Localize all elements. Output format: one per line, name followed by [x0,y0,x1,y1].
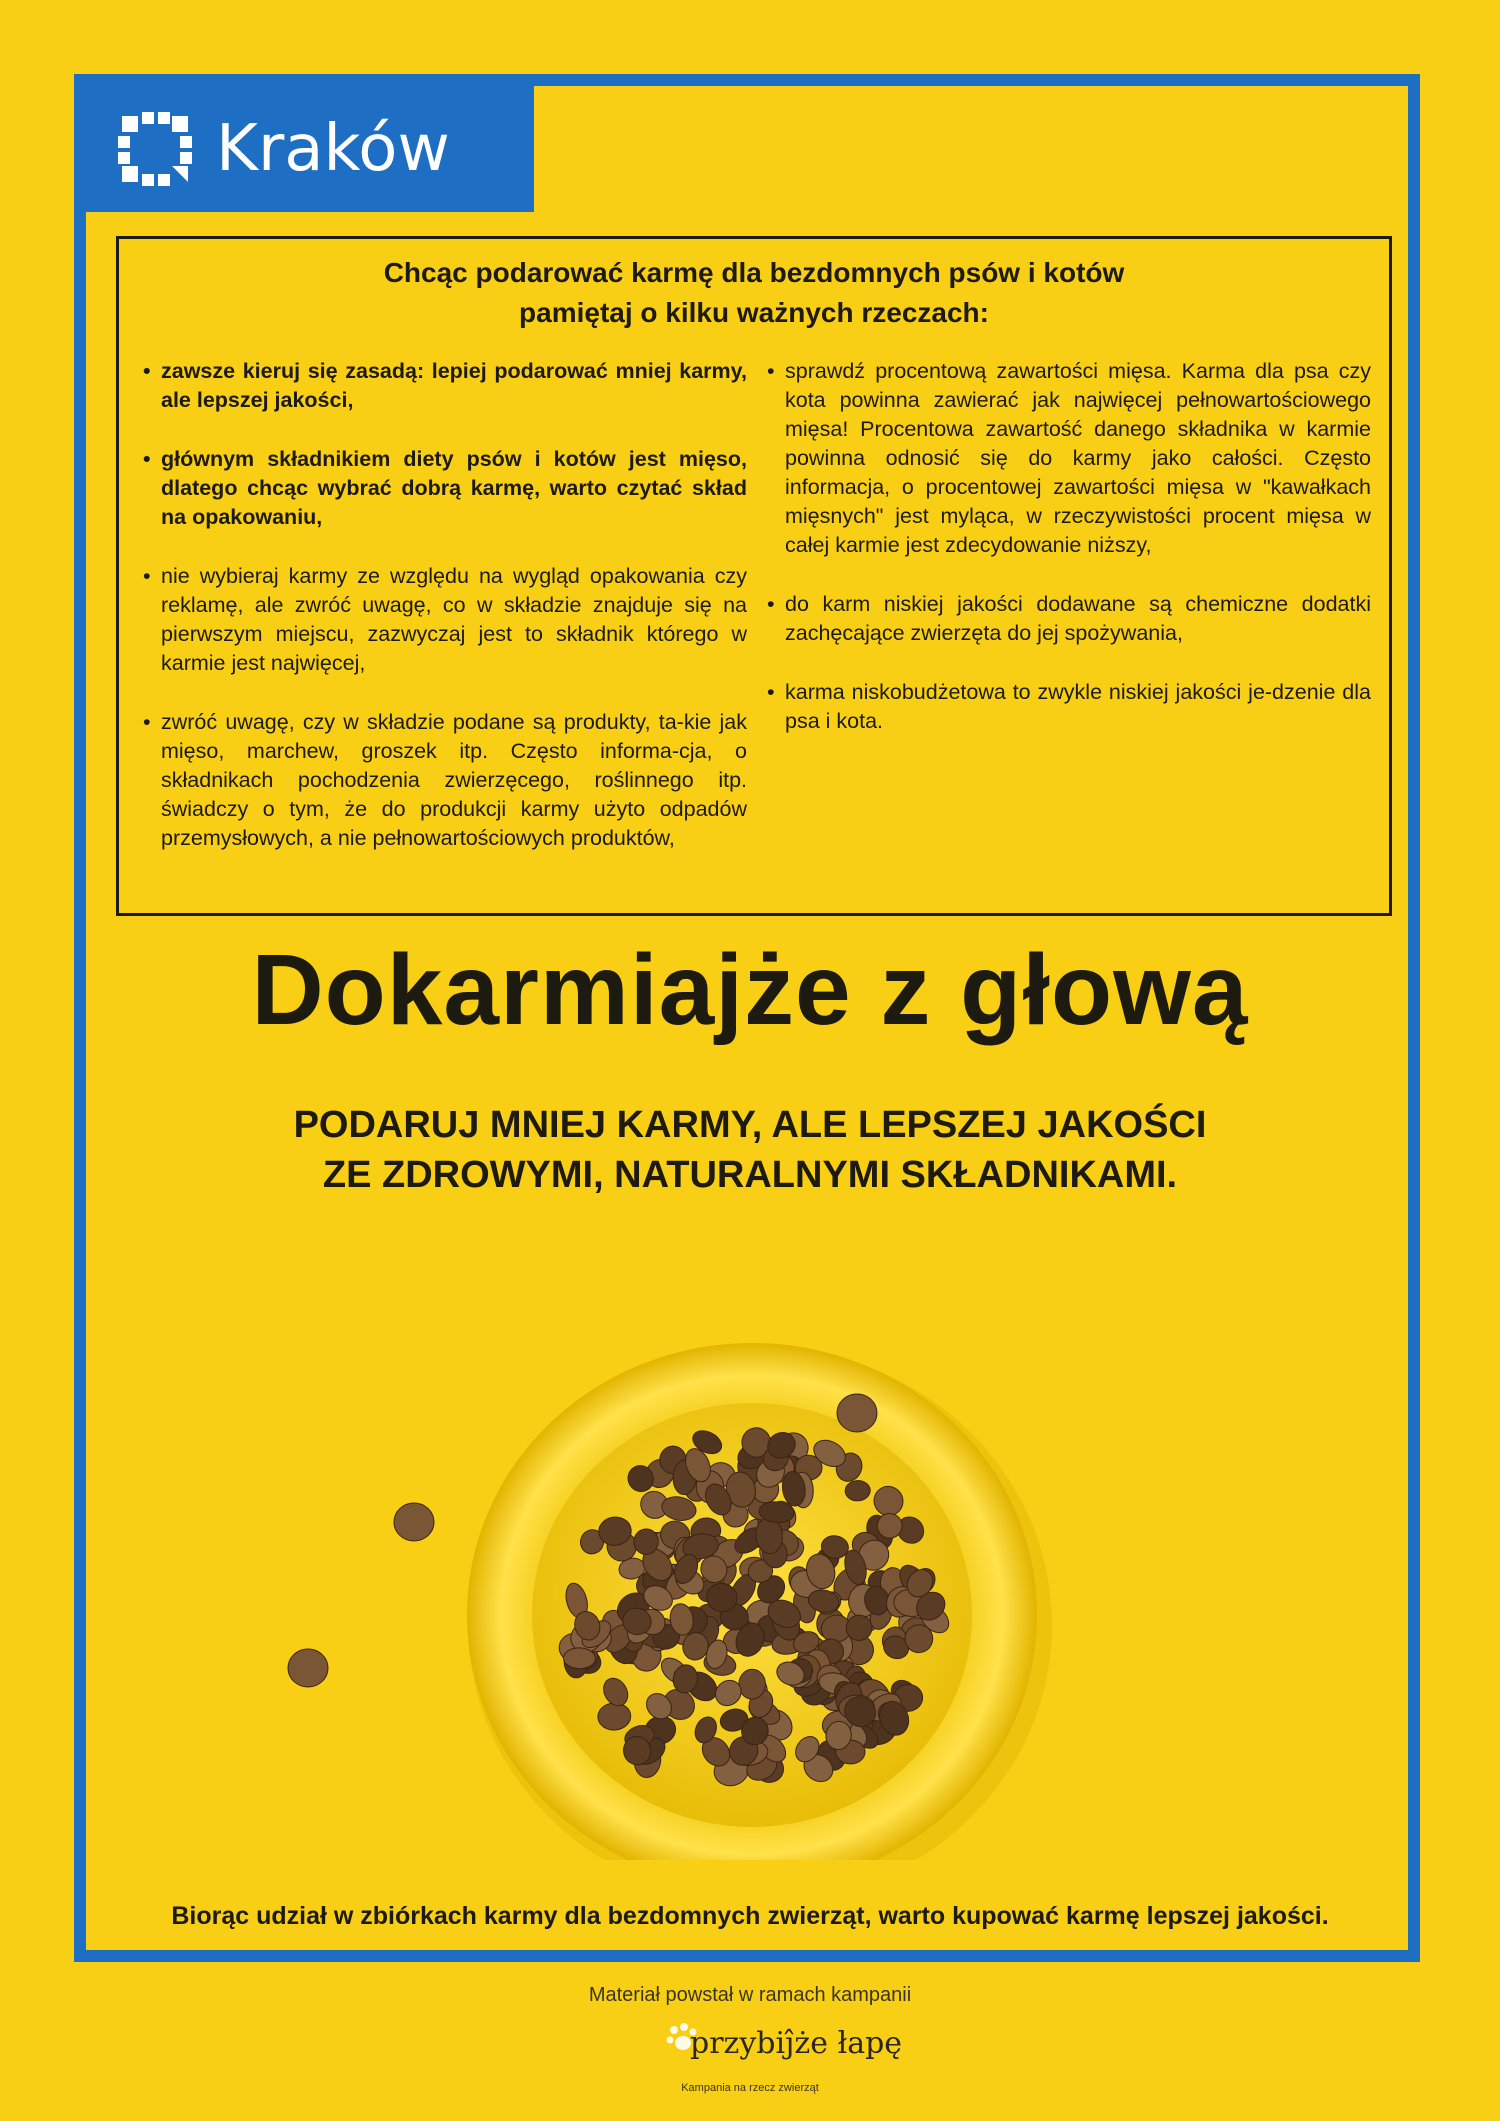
logo-text: Kraków [216,112,450,186]
list-item: • karma niskobudżetowa to zwykle niskiej jakości je-dzenie dla psa i kota. [767,678,1371,736]
subheadline: PODARUJ MNIEJ KARMY, ALE LEPSZEJ JAKOŚCI ZE ZDROWYMI, NATURALNYMI SKŁADNIKAMI. [293,1104,1207,1196]
headline: Dokarmiajże z głową [251,934,1249,1046]
info-title: Chcąc podarować karmę dla bezdomnych psów i kotów pamiętaj o kilku ważnych rzeczach: [383,257,1125,328]
kibble [394,1503,434,1541]
campaign-name: przybiĵże łapę [690,2026,903,2061]
list-item: • zwróć uwagę, czy w składzie podane są produkty, ta-kie jak mięso, marchew, groszek itp. Często informa-cja, o składnikach pochodzenia zwierzęcego, roślinnego itp. świadczy o tym, że do produkcji karmy użyto odpadów przemysłowych, a nie pełnowartościowych produktów, [143,708,747,853]
list-item: • do karm niskiej jakości dodawane są chemiczne dodatki zachęcające zwierzęta do jej spożywania, [767,590,1371,648]
right-column [767,357,1371,766]
krakow-city-mark-icon [116,110,194,188]
krakow-logo [86,86,534,212]
footer-note: Biorąc udział w zbiórkach karmy dla bezdomnych zwierząt, warto kupować karmę lepszej jakości. [171,1902,1329,1930]
kibble [288,1649,328,1687]
left-column [143,357,747,883]
list-item: • głównym składnikiem diety psów i kotów jest mięso, dlatego chcąc wybrać dobrą karmę, warto czytać skład na opakowaniu, [143,445,747,532]
list-item: • nie wybieraj karmy ze względu na wygląd opakowania czy reklamę, ale zwróć uwagę, co w składzie znajduje się na pierwszym miejscu, zazwyczaj jest to składnik którego w karmie jest najwięcej, [143,562,747,678]
list-item: • zawsze kieruj się zasadą: lepiej podarować mniej karmy, ale lepszej jakości, [143,357,747,415]
campaign-tagline: Kampania na rzecz zwierząt [681,2082,819,2094]
info-box [116,236,1392,916]
list-item: • sprawdź procentową zawartości mięsa. Karma dla psa czy kota powinna zawierać jak najwięcej pełnowartościowego mięsa! Procentowa zawartość danego składnika w karmie powinna odnosić się do karmy jako całości. Często informacja, o procentowej zawartości mięsa w "kawałkach mięsnych" jest myląca, w rzeczywistości procent mięsa w całej karmie jest zdecydowanie niższy, [767,357,1371,560]
kibble [837,1394,877,1432]
campaign-note: Materiał powstał w ramach kampanii [588,1984,912,2006]
food-bowl-illustration [280,1300,1180,1860]
kibble [563,1648,595,1669]
